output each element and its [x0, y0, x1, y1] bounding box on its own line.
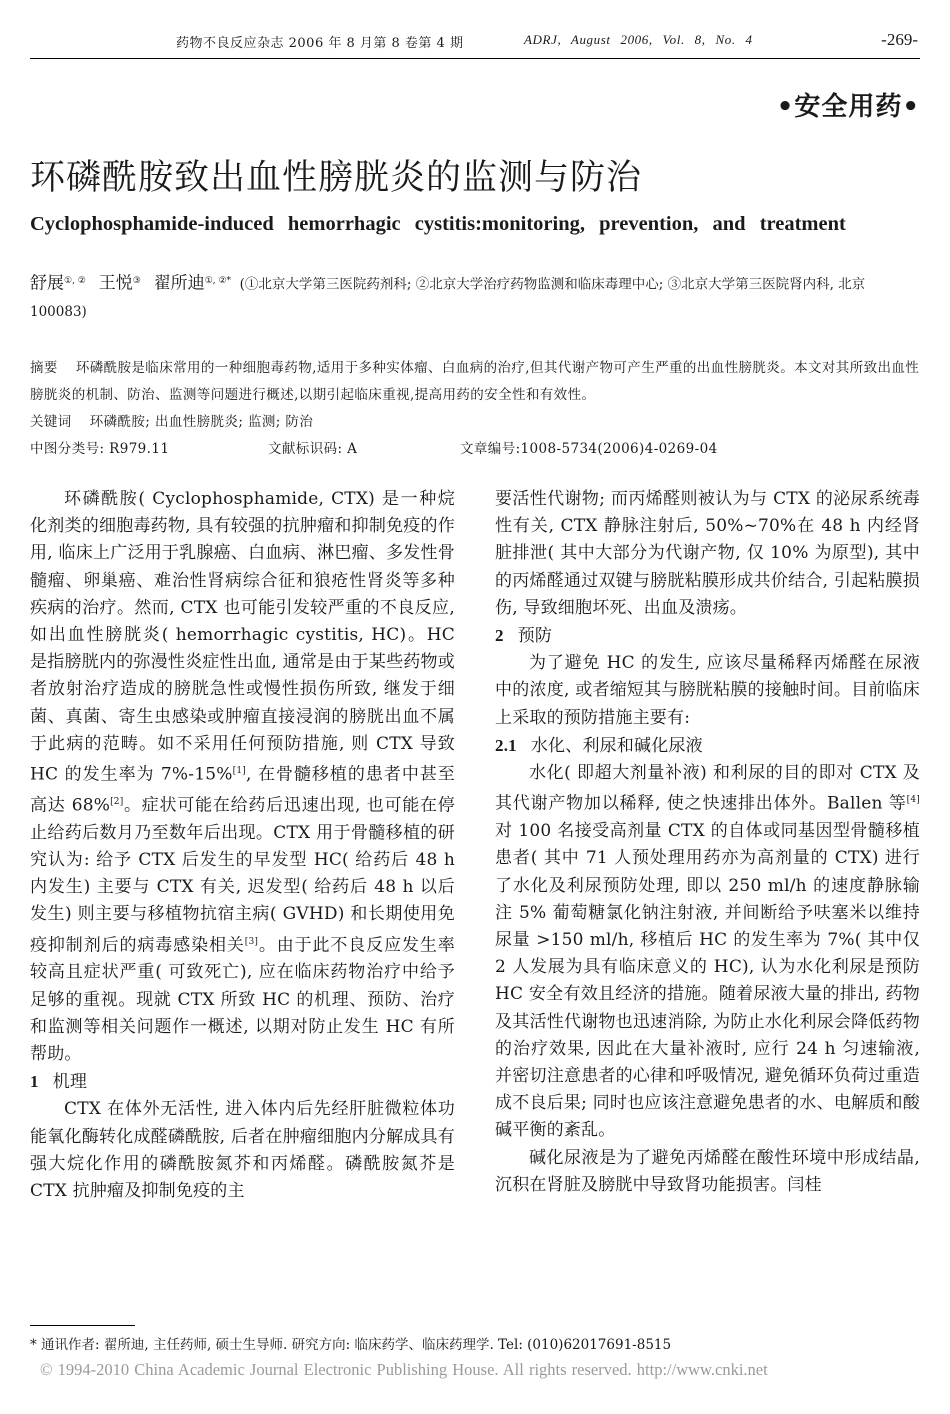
journal-name-en: ADRJ, August 2006, Vol. 8, No. 4 [524, 32, 753, 47]
citation-ref[interactable]: [3] [244, 936, 259, 947]
citation-ref[interactable]: [2] [110, 796, 124, 807]
keywords-text: 环磷酰胺; 出血性膀胱炎; 监测; 防治 [89, 414, 314, 430]
running-header [30, 32, 920, 58]
hydration-paragraph [495, 760, 920, 1145]
section-heading-prevention [495, 622, 920, 650]
author-sup: ③ [132, 276, 141, 286]
text-run: , 在骨髓移植的患者中甚至高达 68% [30, 764, 455, 816]
prevention-paragraph: 为了避免 HC 的发生, 应该尽量稀释丙烯醛在尿液中的浓度, 或者缩短其与膀胱粘膜的接触时间。目前临床上采取的预防措施主要有: [495, 653, 920, 728]
section-heading-mechanism [30, 1068, 455, 1096]
corresponding-author-footnote: * 通讯作者: 翟所迪, 主任药师, 硕士生导师. 研究方向: 临床药学、临床药理学. Tel: (010)62017691-8515 [30, 1337, 672, 1353]
keywords [30, 409, 920, 436]
clc-number: 中图分类号: R979.11 [30, 441, 170, 457]
affiliation: (①北京大学第三医院药剂科; ②北京大学治疗药物监测和临床毒理中心; ③北京大学第三医院肾内科, 北京 100083) [30, 276, 866, 320]
section-number: 2 [495, 626, 504, 646]
body-column-left [30, 486, 455, 1205]
subsection-heading-hydration [495, 732, 920, 760]
subsection-number: 2.1 [495, 735, 517, 755]
author-block [30, 268, 920, 326]
subsection-title: 水化、利尿和碱化尿液 [530, 735, 703, 756]
section-title: 预防 [517, 626, 553, 647]
author-sup: ①, ② [64, 276, 86, 286]
author-wang-yue: 王悦 [98, 273, 133, 294]
text-run: 。症状可能在给药后迅速出现, 也可能在停止给药后数月乃至数年后出现。CTX 用于骨髓移植的研究认为: 给予 CTX 后发生的早发型 HC( 给药后 48 h 内发生) 主要与 CTX 有关, 迟发型( 给药后 48 h 以后发生) 则主要与移植物抗宿主病( GVHD) 和长期使用免疫抑制剂后的病毒感染相关 [30, 795, 456, 956]
mechanism-paragraph: CTX 在体外无活性, 进入体内后先经肝脏微粒体功能氧化酶转化成醛磷酰胺, 后者在肿瘤细胞内分解成具有强大烷化作用的磷酰胺氮芥和丙烯醛。磷酰胺氮芥是 CTX 抗肿瘤及抑制免疫的主 [30, 1099, 455, 1202]
abstract-block [30, 355, 920, 463]
intro-paragraph [30, 486, 455, 1068]
citation-ref[interactable]: [4] [906, 795, 920, 806]
text-run: 环磷酰胺( Cyclophosphamide, CTX) 是一种烷化剂类的细胞毒药物, 具有较强的抗肿瘤和抑制免疫的作用, 临床上广泛用于乳腺癌、白血病、淋巴瘤、多发性骨髓瘤、卵巢癌、难治性肾病综合征和狼疮性肾炎等多种疾病的治疗。然而, CTX 也可能引发较严重的不良反应, 如出血性膀胱炎( hemorrhagic cystitis, HC)。HC 是指膀胱内的弥漫性炎症性出血, 通常是由于某些药物或者放射治疗造成的膀胱急性或慢性损伤所致, 继发于细菌、真菌、寄生虫感染或肿瘤直接浸润的膀胱出血不属于此病的范畴。如不采用任何预防措施, 则 CTX 导致 HC 的发生率为 7%-15% [30, 489, 455, 785]
copyright-watermark: © 1994-2010 China Academic Journal Electronic Publishing House. All rights reserved. http://www.cnki.net [40, 1360, 768, 1379]
footnote-rule [30, 1325, 135, 1326]
abstract [30, 355, 920, 409]
citation-ref[interactable]: [1] [232, 766, 246, 777]
mechanism-paragraph-cont: 要活性代谢物; 而丙烯醛则被认为与 CTX 的泌尿系统毒性有关, CTX 静脉注射后, 50%~70%在 48 h 内经肾脏排泄( 其中大部分为代谢产物, 仅 10% 为原型), 其中的丙烯醛通过双键与膀胱粘膜形成共价结合, 引起粘膜损伤, 导致细胞坏死、出血及溃疡。 [495, 489, 920, 618]
abstract-text: 环磷酰胺是临床常用的一种细胞毒药物,适用于多种实体瘤、白血病的治疗,但其代谢产物可产生严重的出血性膀胱炎。本文对其所致出血性膀胱炎的机制、防治、监测等问题进行概述,以期引起临床重视,提高用药的安全性和有效性。 [30, 360, 920, 403]
abstract-label: 摘要 [30, 360, 58, 376]
body-column-right [495, 486, 920, 1199]
header-rule [30, 58, 920, 59]
article-title-en: Cyclophosphamide-induced hemorrhagic cystitis:monitoring, prevention, and treatment [30, 213, 846, 235]
journal-name-cn: 药物不良反应杂志 2006 年 8 月第 8 卷第 4 期 [176, 36, 464, 51]
author-zhai-suodi: 翟所迪 [153, 273, 205, 294]
section-tag: •安全用药• [776, 92, 920, 122]
article-title-cn: 环磷酰胺致出血性膀胱炎的监测与防治 [30, 158, 643, 198]
keywords-label: 关键词 [30, 414, 72, 430]
author-sup: ①, ②* [204, 276, 232, 286]
alkalinization-paragraph: 碱化尿液是为了避免丙烯醛在酸性环境中形成结晶, 沉积在肾脏及膀胱中导致肾功能损害。闫桂 [495, 1147, 920, 1195]
section-number: 1 [30, 1072, 39, 1092]
section-title: 机理 [52, 1072, 88, 1093]
text-run: 对 100 名接受高剂量 CTX 的自体或同基因型骨髓移植患者( 其中 71 人预处理用药亦为高剂量的 CTX) 进行了水化及利尿预防处理, 即以 250 ml/h 的速度静脉输注 5% 葡萄糖氯化钠注射液, 并间断给予呋塞米以维持尿量 >150 ml/h, 移植后 HC 的发生率为 7%( 其中仅 2 人发展为具有临床意义的 HC), 认为水化利尿是预防 HC 安全有效且经济的措施。随着尿液大量的排出, 药物及其活性代谢物也迅速消除, 为防止水化利尿会降低药物的治疗效果, 因此在大量补液时, 应行 24 h 匀速输液, 并密切注意患者的心律和呼吸情况, 避免循环负荷过重造成不良后果; 同时也应该注意避免患者的水、电解质和酸碱平衡的紊乱。 [495, 821, 920, 1141]
text-run: 。由于此不良反应发生率较高且症状严重( 可致死亡), 应在临床药物治疗中给予足够的重视。现就 CTX 所致 HC 的机理、预防、治疗和监测等相关问题作一概述, 以期对防止发生 HC 有所帮助。 [30, 935, 455, 1065]
document-code: 文献标识码: A [268, 441, 358, 457]
page-number: -269- [881, 30, 918, 49]
author-shu-zhan: 舒展 [30, 273, 64, 294]
text-run: 水化( 即超大剂量补液) 和利尿的目的即对 CTX 及其代谢产物加以稀释, 使之快速排出体外。Ballen 等 [495, 763, 920, 814]
classification-row [30, 436, 920, 463]
article-number: 文章编号:1008-5734(2006)4-0269-04 [460, 441, 718, 457]
